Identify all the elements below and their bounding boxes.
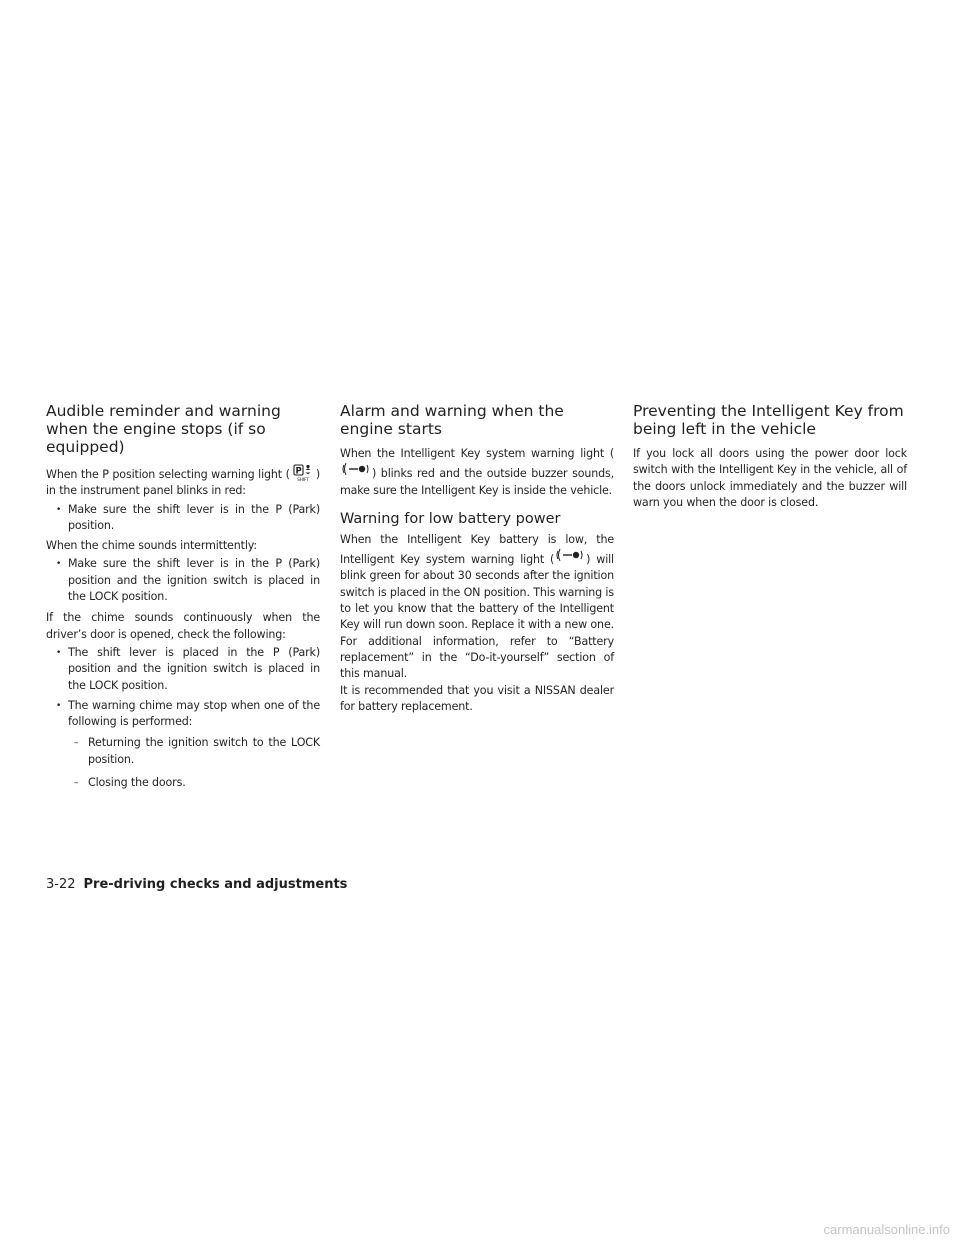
- intelligent-key-icon: [341, 462, 371, 476]
- bullet-list-2: [46, 556, 320, 605]
- page-number: 3-22: [46, 877, 76, 892]
- paragraph-dealer-recommendation: It is recommended that you visit a NISSAN dealer for battery replacement.: [340, 683, 614, 713]
- dash-list: [68, 735, 320, 791]
- page-footer: [46, 876, 347, 894]
- heading-audible-reminder: Audible reminder and warning when the engine stops (if so equipped): [46, 402, 281, 456]
- heading-preventing-key-left: Preventing the Intelligent Key from being left in the vehicle: [633, 402, 904, 438]
- intelligent-key-icon: [555, 548, 585, 562]
- paragraph-low-battery: When the Intelligent Key battery is low, the Intelligent Key system warning light ( ) will blink green for about 30 seconds after the ignition switch is placed in the ON position. This warning is to let you know that the battery of the Intelligent Key will run down soon. Replace it with a new one. For additional information, refer to “Battery replacement” in the “Do-it-yourself” section of this manual.: [340, 532, 614, 681]
- list-item: – Returning the ignition switch to the LOCK position.: [68, 735, 320, 768]
- paragraph-p-position-warning: When the P position selecting warning light ( P SHIFT ) in the instrument panel blinks in red:: [46, 464, 320, 500]
- column-1: [46, 402, 320, 798]
- paragraph-door-lock: If you lock all doors using the power door lock switch with the Intelligent Key in the vehicle, all of the doors unlock immediately and the buzzer will warn you when the door is closed.: [633, 447, 907, 509]
- list-item: • Make sure the shift lever is in the P (Park) position.: [46, 502, 320, 535]
- section-title: Pre-driving checks and adjustments: [83, 877, 348, 892]
- shift-icon-label: SHIFT: [296, 478, 309, 482]
- column-2: [340, 402, 614, 715]
- heading-alarm-warning: Alarm and warning when the engine starts: [340, 402, 564, 438]
- list-item: • The shift lever is placed in the P (Park) position and the ignition switch is placed in the LOCK position.: [46, 645, 320, 694]
- watermark[interactable]: carmanualsonline.info: [823, 1222, 950, 1237]
- heading-low-battery: Warning for low battery power: [340, 510, 561, 527]
- bullet-list-1: [46, 502, 320, 535]
- column-3: [633, 402, 907, 511]
- list-item: – Closing the doors.: [68, 775, 320, 791]
- bullet-list-3: [46, 645, 320, 791]
- paragraph-chime-intermittent: When the chime sounds intermittently:: [46, 539, 257, 553]
- svg-text:P: P: [295, 466, 302, 477]
- p-shift-warning-icon: [292, 464, 314, 482]
- paragraph-chime-continuous: If the chime sounds continuously when the driver’s door is opened, check the following:: [46, 611, 320, 641]
- paragraph-key-warning-light: When the Intelligent Key system warning light () blinks red and the outside buzzer sounds, make sure the Intelligent Key is inside the vehicle.: [340, 447, 614, 497]
- list-item: • The warning chime may stop when one of the following is performed: – Returning the ignition switch to the LOCK position. – Closing the doors.: [46, 698, 320, 791]
- list-item: • Make sure the shift lever is in the P (Park) position and the ignition switch is placed in the LOCK position.: [46, 556, 320, 605]
